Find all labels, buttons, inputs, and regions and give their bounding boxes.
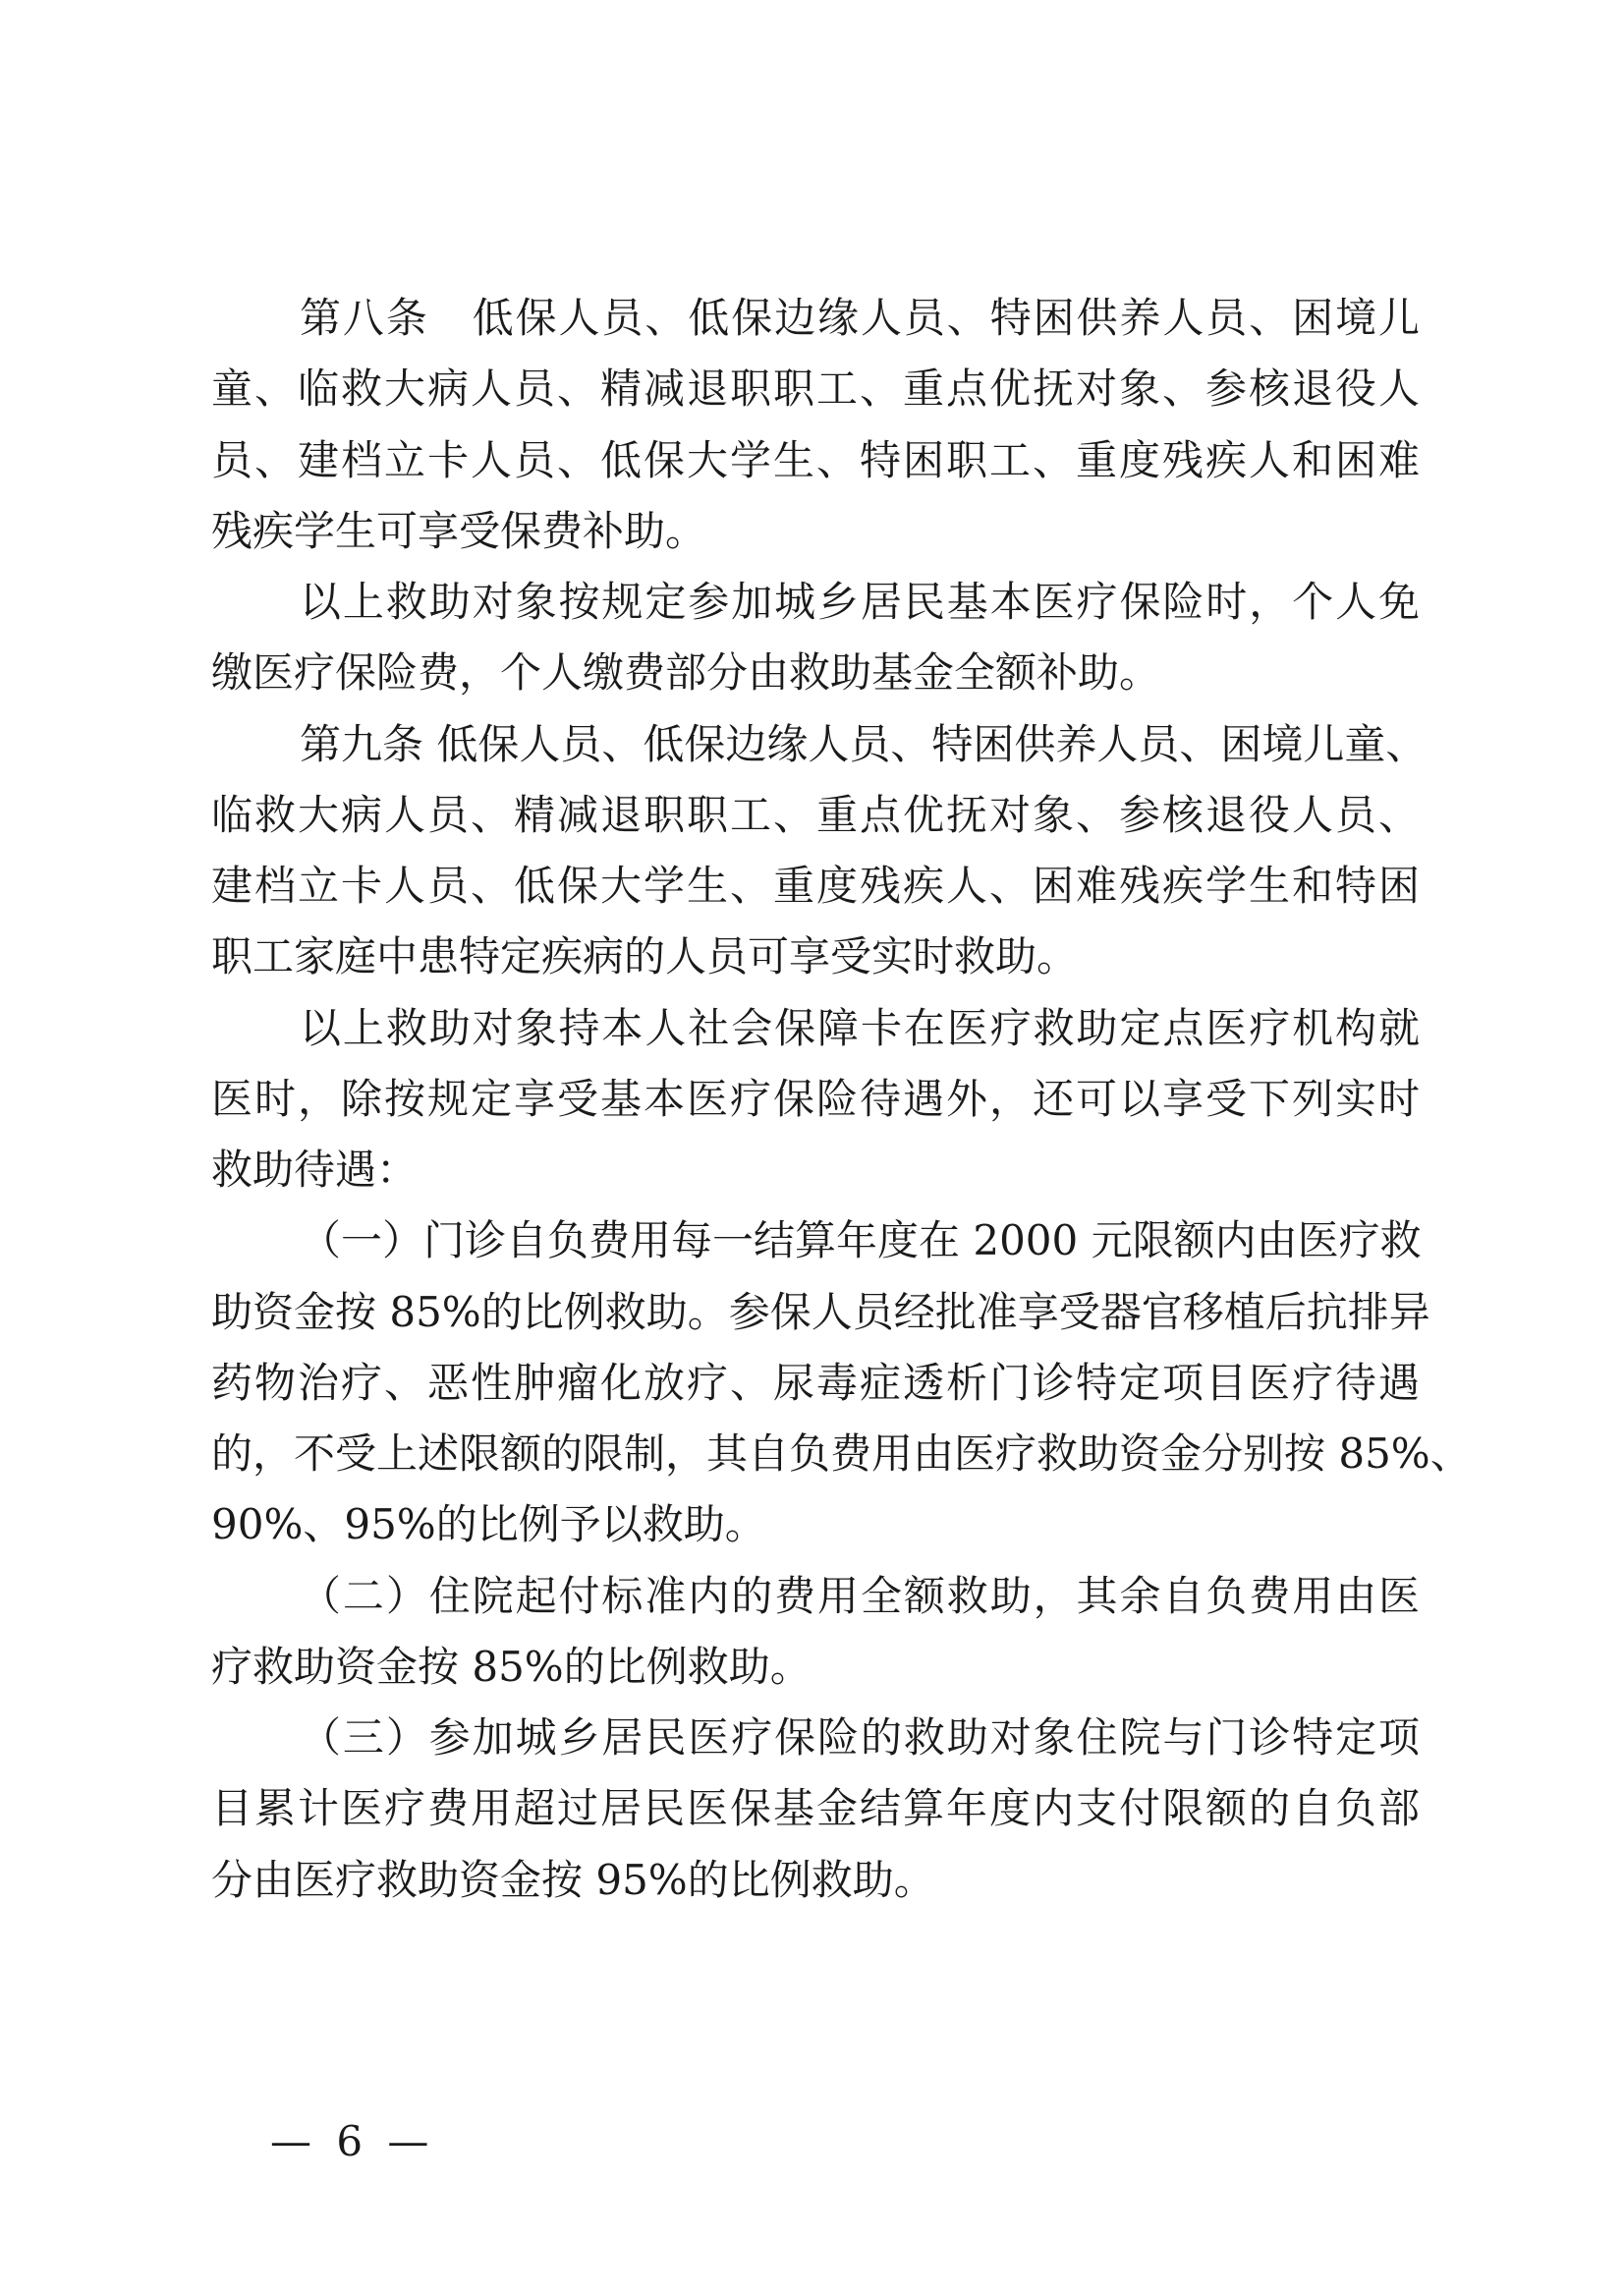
text-line: 90%、95%的比例予以救助。 (211, 1500, 766, 1548)
text-line: 缴医疗保险费，个人缴费部分由救助基金全额补助。 (211, 648, 1161, 697)
text-line: 第九条 低保人员、低保边缘人员、特困供养人员、困境儿童、 (300, 720, 1428, 768)
text-line: 以上救助对象按规定参加城乡居民基本医疗保险时，个人免 (300, 578, 1420, 626)
text-line: 医时，除按规定享受基本医疗保险待遇外，还可以享受下列实时 (211, 1075, 1420, 1123)
text-line: （三）参加城乡居民医疗保险的救助对象住院与门诊特定项 (300, 1713, 1420, 1762)
text-line: 临救大病人员、精减退职职工、重点优抚对象、参核退役人员、 (211, 791, 1420, 839)
text-line: 分由医疗救助资金按 95%的比例救助。 (211, 1856, 935, 1904)
text-line: 员、建档立卡人员、低保大学生、特困职工、重度残疾人和困难 (211, 436, 1420, 484)
text-line: 第八条 低保人员、低保边缘人员、特困供养人员、困境儿 (300, 294, 1420, 342)
text-line: 助资金按 85%的比例救助。参保人员经批准享受器官移植后抗排异 (211, 1288, 1430, 1336)
text-line: 童、临救大病人员、精减退职职工、重点优抚对象、参核退役人 (211, 364, 1420, 413)
text-line: （二）住院起付标准内的费用全额救助，其余自负费用由医 (300, 1572, 1420, 1620)
text-line: 职工家庭中患特定疾病的人员可享受实时救助。 (211, 932, 1079, 980)
page-number: — 6 — (270, 2117, 435, 2165)
text-line: 建档立卡人员、低保大学生、重度残疾人、困难残疾学生和特困 (211, 862, 1420, 910)
text-line: 目累计医疗费用超过居民医保基金结算年度内支付限额的自负部 (211, 1784, 1420, 1832)
text-line: 残疾学生可享受保费补助。 (211, 507, 707, 555)
text-line: 的，不受上述限额的限制，其自负费用由医疗救助资金分别按 85%、 (211, 1429, 1472, 1478)
text-line: （一）门诊自负费用每一结算年度在 2000 元限额内由医疗救 (300, 1216, 1422, 1264)
text-line: 疗救助资金按 85%的比例救助。 (211, 1643, 812, 1691)
text-line: 以上救助对象持本人社会保障卡在医疗救助定点医疗机构就 (300, 1004, 1420, 1052)
text-line: 药物治疗、恶性肿瘤化放疗、尿毒症透析门诊特定项目医疗待遇 (211, 1359, 1420, 1407)
text-line: 救助待遇： (211, 1146, 419, 1194)
